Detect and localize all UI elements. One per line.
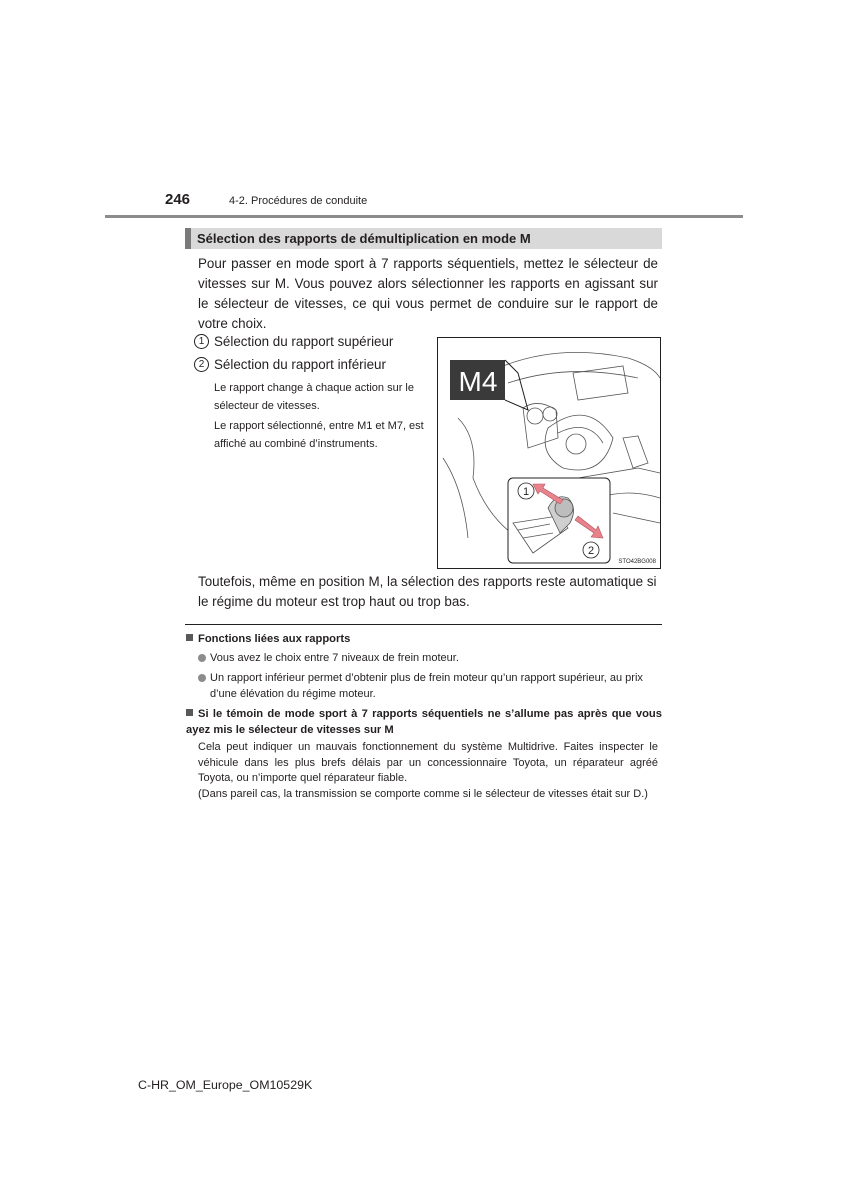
list-item bbox=[198, 670, 662, 702]
step-label-downshift: Sélection du rapport inférieur bbox=[214, 357, 386, 372]
chapter-title: 4-2. Procédures de conduite bbox=[229, 195, 368, 207]
section-heading-bar bbox=[185, 228, 662, 249]
square-bullet-icon bbox=[186, 634, 193, 641]
info-heading-text: Si le témoin de mode sport à 7 rapports séquentiels ne s’allume pas après que vous ayez mis le sélecteur de vitesses sur M bbox=[186, 708, 662, 736]
step-label-upshift: Sélection du rapport supérieur bbox=[214, 334, 394, 349]
info-heading-gear-functions bbox=[186, 631, 350, 647]
square-bullet-icon bbox=[186, 709, 193, 716]
bullet-dot-icon bbox=[198, 674, 206, 682]
bullet-text: Un rapport inférieur permet d’obtenir plus de frein moteur qu’un rapport supérieur, au prix d’une élévation du régime moteur. bbox=[210, 672, 643, 700]
intro-paragraph: Pour passer en mode sport à 7 rapports séquentiels, mettez le sélecteur de vitesses sur M. Vous pouvez alors sélectionner les rapports en agissant sur le sélecteur de vitesses, ce qui vous permet de conduire sur le rapport de votre choix. bbox=[198, 256, 658, 331]
callout-1: 1 bbox=[522, 486, 530, 498]
malfunction-paragraph bbox=[198, 740, 658, 802]
malfunction-text-2: (Dans pareil cas, la transmission se comporte comme si le sélecteur de vitesses était sur D.) bbox=[198, 787, 648, 800]
bullet-dot-icon bbox=[198, 654, 206, 662]
list-item bbox=[198, 650, 662, 666]
step-number-1: 1 bbox=[194, 334, 209, 349]
dashboard-drawing bbox=[438, 338, 660, 568]
info-heading-text: Fonctions liées aux rapports bbox=[198, 633, 351, 645]
automatic-note-paragraph: Toutefois, même en position M, la sélection des rapports reste automatique si le régime du moteur est trop haut ou trop bas. bbox=[198, 574, 657, 609]
footer-doc-code: C-HR_OM_Europe_OM10529K bbox=[138, 1078, 313, 1092]
section-divider bbox=[185, 624, 662, 625]
malfunction-text: Cela peut indiquer un mauvais fonctionnement du système Multidrive. Faites inspecter le véhicule dans les plus brefs délais par un concessionnaire Toyota, un réparateur agréé Toyota, ou n’importe quel réparateur fiable. bbox=[198, 741, 658, 784]
section-title: Sélection des rapports de démultiplication en mode M bbox=[197, 231, 531, 246]
page-number: 246 bbox=[165, 191, 191, 208]
bullet-text: Vous avez le choix entre 7 niveaux de frein moteur. bbox=[210, 652, 459, 664]
shift-lever-illustration bbox=[437, 337, 661, 569]
callout-2: 2 bbox=[587, 545, 595, 557]
figure-id: STO42BG008 bbox=[618, 559, 656, 565]
header-divider bbox=[105, 215, 743, 218]
step-number-2: 2 bbox=[194, 357, 209, 372]
gear-display-text: M4 bbox=[458, 366, 498, 397]
note-gear-display: Le rapport sélectionné, entre M1 et M7, est affiché au combiné d’instruments. bbox=[214, 420, 424, 450]
note-gear-change: Le rapport change à chaque action sur le sélecteur de vitesses. bbox=[214, 382, 414, 412]
info-heading-indicator bbox=[186, 706, 662, 738]
